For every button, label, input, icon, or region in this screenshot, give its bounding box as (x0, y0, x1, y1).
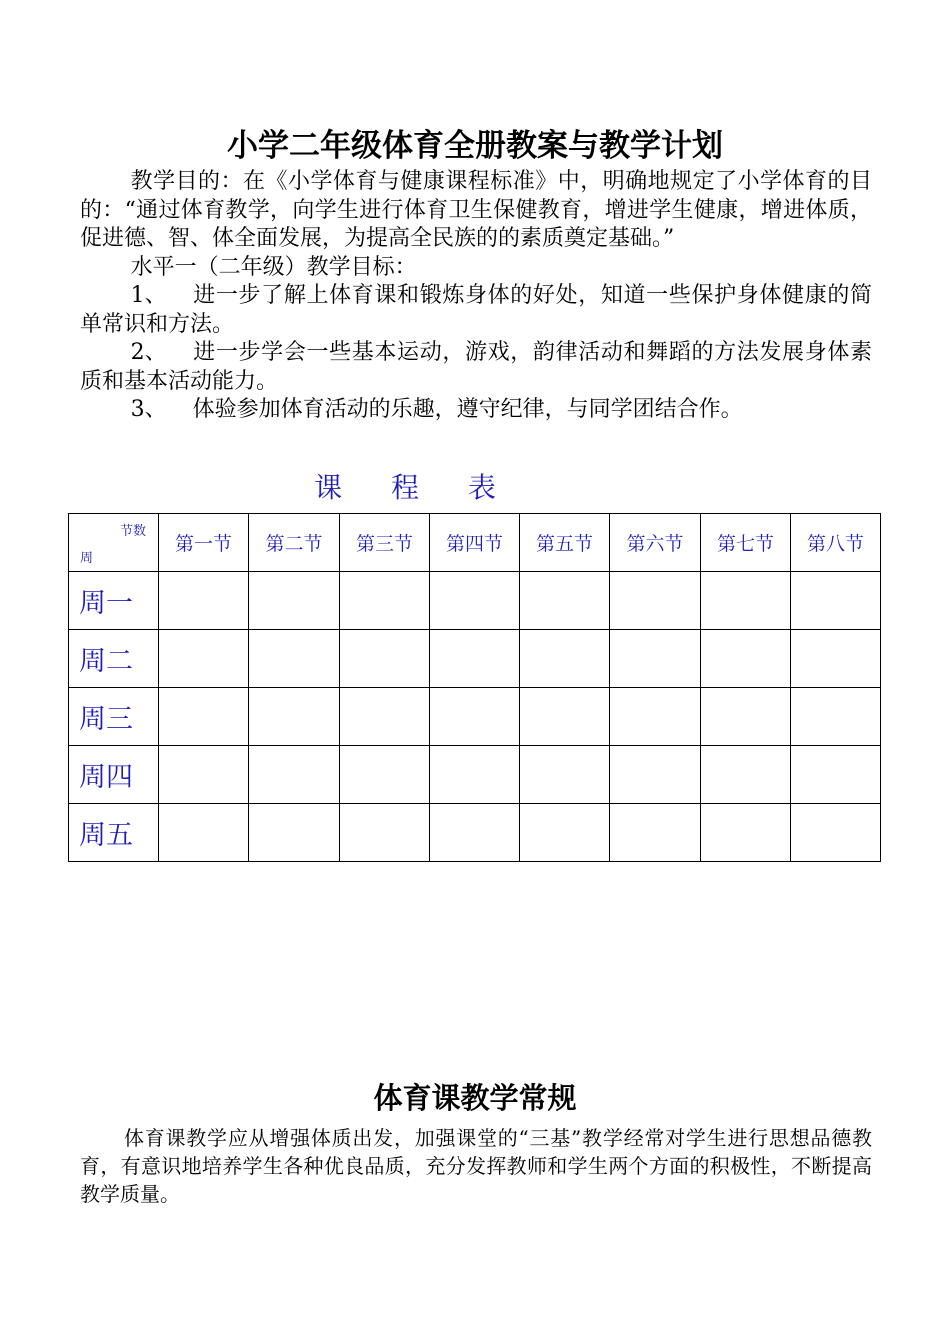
schedule-cell (791, 630, 881, 688)
schedule-cell (701, 630, 791, 688)
section2-paragraph: 体育课教学应从增强体质出发，加强课堂的“三基”教学经常对学生进行思想品德教育，有意识地培养学生各种优良品质，充分发挥教师和学生两个方面的积极性，不断提高教学质量。 (80, 1126, 872, 1206)
schedule-cell (610, 688, 701, 746)
goal-text: 体验参加体育活动的乐趣，遵守纪律，与同学团结合作。 (192, 397, 743, 422)
corner-day-label: 周 (80, 551, 94, 566)
schedule-cell (249, 804, 340, 862)
schedule-table (68, 513, 881, 862)
period-header: 第二节 (249, 514, 340, 572)
schedule-cell (430, 630, 520, 688)
day-label: 周四 (69, 746, 159, 804)
schedule-row (69, 688, 881, 746)
schedule-cell (791, 688, 881, 746)
goal-item (80, 339, 872, 396)
day-label: 周五 (69, 804, 159, 862)
schedule-cell (701, 746, 791, 804)
period-header: 第七节 (701, 514, 791, 572)
schedule-cell (249, 630, 340, 688)
schedule-cell (340, 746, 430, 804)
schedule-row (69, 804, 881, 862)
schedule-cell (430, 572, 520, 630)
schedule-cell (520, 688, 610, 746)
level-heading: 水平一（二年级）教学目标： (130, 254, 417, 280)
purpose-paragraph: 教学目的：在《小学体育与健康课程标准》中，明确地规定了小学体育的目的：“通过体育教学，向学生进行体育卫生保健教育，增进学生健康，增进体质，促进德、智、体全面发展，为提高全民族的的素质奠定基础。” (80, 169, 872, 251)
schedule-cell (520, 746, 610, 804)
day-label: 周二 (69, 630, 159, 688)
schedule-row (69, 746, 881, 804)
day-label: 周三 (69, 688, 159, 746)
schedule-cell (340, 804, 430, 862)
goal-number: 2、 (130, 340, 167, 365)
schedule-cell (249, 746, 340, 804)
section2-title: 体育课教学常规 (373, 1081, 577, 1115)
period-header: 第四节 (430, 514, 520, 572)
period-header: 第八节 (791, 514, 881, 572)
schedule-cell (430, 746, 520, 804)
schedule-cell (610, 804, 701, 862)
schedule-cell (791, 572, 881, 630)
period-header: 第六节 (610, 514, 701, 572)
schedule-cell (701, 572, 791, 630)
schedule-cell (249, 572, 340, 630)
day-label: 周一 (69, 572, 159, 630)
schedule-cell (701, 688, 791, 746)
intro-section (80, 168, 872, 425)
schedule-cell (159, 630, 249, 688)
corner-period-label: 节数 (119, 524, 146, 539)
schedule-cell (159, 572, 249, 630)
goal-text: 进一步学会一些基本运动，游戏，韵律活动和舞蹈的方法发展身体素质和基本活动能力。 (80, 340, 872, 394)
schedule-cell (159, 746, 249, 804)
schedule-cell (340, 688, 430, 746)
goal-item (80, 282, 872, 339)
corner-cell (69, 514, 159, 572)
document-title: 小学二年级体育全册教案与教学计划 (227, 128, 723, 164)
period-header: 第一节 (159, 514, 249, 572)
schedule-cell (701, 804, 791, 862)
period-header: 第五节 (520, 514, 610, 572)
schedule-cell (610, 746, 701, 804)
goal-text: 进一步了解上体育课和锻炼身体的好处，知道一些保护身体健康的简单常识和方法。 (80, 283, 872, 337)
schedule-cell (430, 804, 520, 862)
schedule-row (69, 572, 881, 630)
schedule-cell (430, 688, 520, 746)
schedule-cell (791, 746, 881, 804)
schedule-cell (520, 804, 610, 862)
schedule-cell (159, 688, 249, 746)
schedule-cell (159, 804, 249, 862)
period-header: 第三节 (340, 514, 430, 572)
schedule-cell (791, 804, 881, 862)
schedule-header-row (69, 514, 881, 572)
schedule-cell (520, 572, 610, 630)
schedule-cell (610, 572, 701, 630)
schedule-cell (340, 630, 430, 688)
schedule-cell (249, 688, 340, 746)
goal-item (80, 396, 872, 425)
schedule-cell (520, 630, 610, 688)
goal-number: 3、 (130, 397, 167, 422)
schedule-cell (610, 630, 701, 688)
section2-body (80, 1124, 872, 1208)
schedule-row (69, 630, 881, 688)
schedule-title: 课 程 表 (314, 471, 516, 504)
schedule-cell (340, 572, 430, 630)
goal-number: 1、 (130, 283, 167, 308)
